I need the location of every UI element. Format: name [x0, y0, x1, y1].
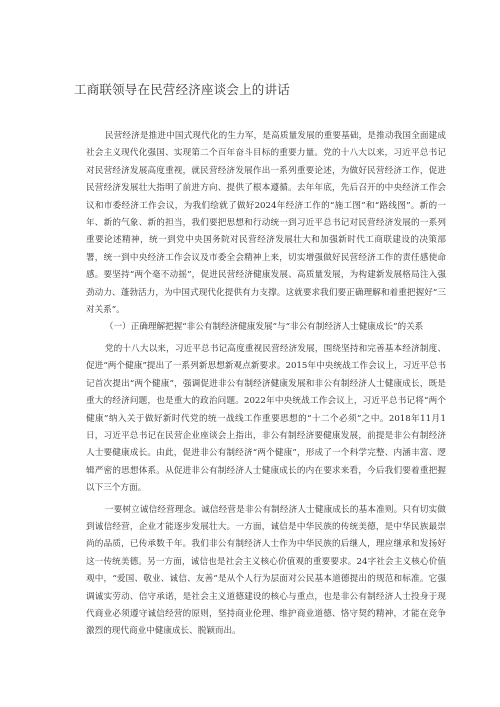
document-title: 工商联领导在民营经济座谈会上的讲话 — [74, 82, 290, 97]
document-body — [86, 128, 446, 641]
paragraph-two-healthy: 党的十八大以来，习近平总书记高度重视民营经济发展，围绕坚持和完善基本经济制度、促进“两个健康”提出了一系列新思想新观点新要求。2015年中央统战工作会议上，习近平总书记首次提出“两个健康”，强调促进非公有制经济健康发展和非公有制经济人士健康成长，既是重大的经济问题，也是重大的政治问题。2022年中央统战工作会议上，习近平总书记将“两个健康”纳入关于做好新时代党的统一战线工作重要思想的“十二个必须”之中。2018年11月1日，习近平总书记在民营企业座谈会上指出，非公有制经济要健康发展，前提是非公有制经济人士要健康成长。由此，促进非公有制经济“两个健康”，形成了一个科学完整、内涵丰富、逻辑严密的思想体系。从促进非公有制经济人士健康成长的内在要求来看，今后我们要着重把握以下三个方面。 — [86, 343, 446, 494]
paragraph-integrity: 一要树立诚信经营理念。诚信经营是非公有制经济人士健康成长的基本准则。只有切实做到诚信经营，企业才能逐步发展壮大。一方面，诚信是中华民族的传统美德，是中华民族最崇尚的品质，已传承数千年。我们非公有制经济人士作为中华民族的后继人，理应继承和发扬好这一传统美德。另一方面，诚信也是社会主义核心价值观的重要要求。24字社会主义核心价值观中，“爱国、敬业、诚信、友善”是从个人行为层面对公民基本道德提出的规范和标准。它强调诚实劳动、信守承诺，是社会主义道德建设的核心与重点，也是非公有制经济人士投身于现代商业必须遵守诚信经营的原则，坚持商业伦理、维护商业道德、恪守契约精神，才能在竞争激烈的现代商业中健康成长、脱颖而出。 — [86, 504, 446, 637]
section-heading-1: （一）正确理解把握“非公有制经济健康发展”与“非公有制经济人士健康成长”的关系 — [104, 322, 424, 333]
paragraph-intro: 民营经济是推进中国式现代化的生力军，是高质量发展的重要基础，是推动我国全面建成社会主义现代化强国、实现第二个百年奋斗目标的重要力量。党的十八大以来，习近平总书记对民营经济发展高度重视，就民营经济发展作出一系列重要论述，为做好民营经济工作，促进民营经济发展壮大指明了前进方向、提供了根本遵循。去年年底，先后召开的中央经济工作会议和市委经济工作会议，为我们绘就了做好2024年经济工作的“施工图”和“路线图”。新的一年、新的气象、新的担当，我们要把思想和行动统一到习近平总书记对民营经济发展的一系列重要论述精神，统一到党中央国务院对民营经济发展壮大和加强新时代工商联建设的决策部署，统一到中央经济工作会议及市委全会精神上来，切实增强做好民营经济工作的责任感使命感。要坚持“两个毫不动摇”，促进民营经济健康发展、高质量发展，为构建新发展格局注入强劲动力、蓬勃活力，为中国式现代化提供有力支撑。这就要求我们要正确理解和着重把握好“三对关系”。 — [86, 131, 446, 316]
